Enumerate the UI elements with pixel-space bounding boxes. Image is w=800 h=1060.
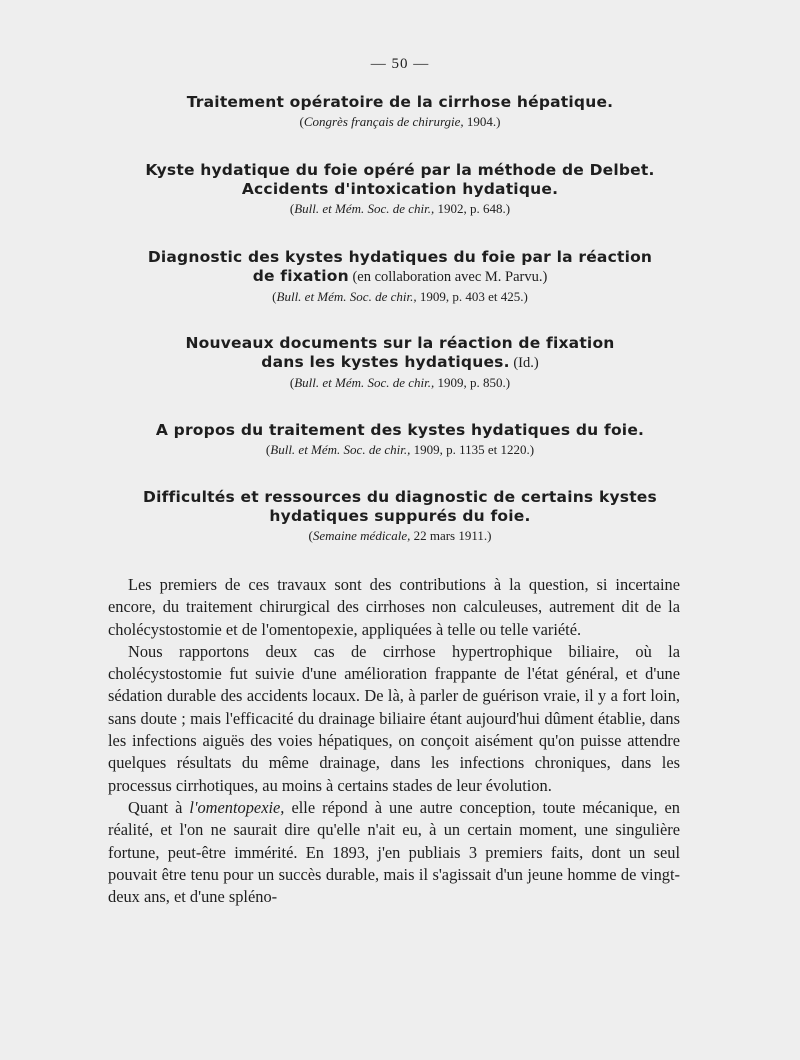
bibliography-entry <box>100 93 700 131</box>
paragraph-emphasis: l'omentopexie, <box>189 797 285 817</box>
bibliography-entry <box>100 248 700 306</box>
entry-reference <box>100 441 700 459</box>
ref-source: Bull. et Mém. Soc. de chir., <box>270 442 411 457</box>
ref-source: Bull. et Mém. Soc. de chir., <box>294 201 435 216</box>
bibliography-entry <box>100 161 700 218</box>
paragraph-lead: Quant à <box>128 797 190 817</box>
ref-open-paren: ( <box>289 375 295 390</box>
entry-title-line: Nouveaux documents sur la réaction de fixation <box>185 334 615 352</box>
entry-title-line: dans les kystes hydatiques. <box>261 353 510 371</box>
ref-open-paren: ( <box>308 528 313 543</box>
paragraph <box>108 797 680 908</box>
ref-source: Bull. et Mém. Soc. de chir., <box>294 375 435 390</box>
bibliography-entry <box>100 488 700 545</box>
ref-details: 1904.) <box>463 114 501 129</box>
bibliography-entry <box>100 334 700 392</box>
entry-title-line: de fixation <box>252 267 349 285</box>
entry-title-line: A propos du traitement des kystes hydatiques du foie. <box>155 421 645 439</box>
ref-details: 1909, p. 403 et 425.) <box>416 289 528 304</box>
entry-id-note: (Id.) <box>509 355 539 371</box>
paragraph <box>108 574 680 641</box>
entry-title <box>100 421 700 440</box>
entry-title <box>100 248 700 287</box>
ref-open-paren: ( <box>265 442 271 457</box>
entry-reference <box>100 288 700 306</box>
entry-title-line: Diagnostic des kystes hydatiques du foie par la réaction <box>147 248 653 266</box>
entry-title-line: Difficultés et ressources du diagnostic de certains kystes <box>143 488 657 506</box>
ref-details: 1909, p. 1135 et 1220.) <box>410 442 535 457</box>
ref-source: Semaine médicale, <box>312 528 411 543</box>
ref-source: Bull. et Mém. Soc. de chir., <box>276 289 417 304</box>
entry-title-line: Accidents d'intoxication hydatique. <box>241 180 559 198</box>
ref-open-paren: ( <box>289 201 295 216</box>
entry-reference <box>100 113 700 131</box>
entry-title <box>100 488 700 526</box>
paragraph-text: Les premiers de ces travaux sont des contributions à la question, si incertaine encore, du traitement chirurgical des cirrhoses non calculeuses, autrement dit de la cholécystostomie et de l'omentopexie, appliquées à telle ou telle variété. <box>108 575 680 639</box>
entry-title <box>100 93 700 112</box>
entry-reference <box>100 374 700 392</box>
body-text <box>108 574 680 908</box>
ref-open-paren: ( <box>272 289 277 304</box>
entry-title-line: Traitement opératoire de la cirrhose hépatique. <box>186 93 614 111</box>
paragraph-text: Nous rapportons deux cas de cirrhose hypertrophique biliaire, où la cholécystostomie fut suivie d'une amélioration frappante de l'état général, et d'une sédation durable des accidents locaux. De là, à parler de guérison vraie, il y a fort loin, sans doute ; mais l'efficacité du drainage biliaire étant aujourd'hui dûment établie, dans les infections aiguës des voies hépatiques, on conçoit aisément qu'on puisse attendre quelques résultats du même drainage, dans les infections chroniques, dans les processus cirrhotiques, au moins à certains stades de leur évolution. <box>108 641 680 795</box>
entry-title-line: hydatiques suppurés du foie. <box>269 507 531 525</box>
ref-details: 1909, p. 850.) <box>434 375 511 390</box>
entry-collaboration-note: (en collaboration avec M. Parvu.) <box>348 269 548 285</box>
ref-details: 22 mars 1911.) <box>410 528 492 543</box>
ref-source: Congrès français de chirurgie, <box>303 114 464 129</box>
ref-details: 1902, p. 648.) <box>434 201 511 216</box>
entry-reference <box>100 527 700 545</box>
entry-title <box>100 161 700 199</box>
paragraph-text: elle répond à une autre conception, toute mécanique, en réalité, et l'on ne saurait dire qu'elle n'ait eu, à un certain moment, une singulière fortune, peut-être immérité. En 1893, j'en publiais 3 premiers faits, dont un seul pouvait être tenu pour un succès durable, mais il s'agissait d'un jeune homme de vingt-deux ans, et d'une spléno- <box>108 797 680 907</box>
entry-title <box>100 334 700 373</box>
ref-open-paren: ( <box>299 114 304 129</box>
entry-title-line: Kyste hydatique du foie opéré par la méthode de Delbet. <box>145 161 655 179</box>
paragraph <box>108 641 680 797</box>
page-number: — 50 — <box>370 56 430 72</box>
bibliography-entry <box>100 421 700 459</box>
entry-reference <box>100 200 700 218</box>
